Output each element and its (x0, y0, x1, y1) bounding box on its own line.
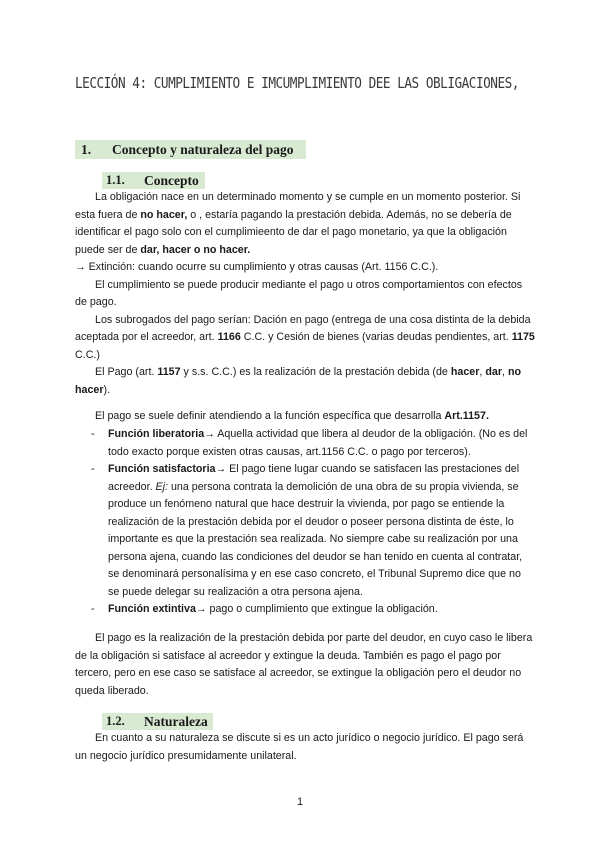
paragraph-extincion: → Extinción: cuando ocurre su cumplimiento y otras causas (Art. 1156 C.C.). (75, 261, 439, 273)
subsection-heading-naturaleza (102, 713, 213, 730)
list-bullet: - (91, 463, 95, 475)
paragraph-definicion: El pago se suele definir atendiendo a la función específica que desarrolla Art.1157. (95, 410, 489, 422)
subsection-number: 1.1. (106, 173, 125, 187)
funciones-list (75, 426, 535, 619)
list-item: - Función satisfactoria→ El pago tiene lugar cuando se satisfacen las prestaciones del acreedor. Ej: una persona contrata la demolición de una obra de su propia vivienda, se produce un fenómeno natural que hace destruir la vivienda, por pago se entiende la realización de la prestación debida por el deudor o poseer persona distinta de éste, lo importante es que la prestación sea realizada. No siempre cabe su realización por una persona ajena, cuando las condiciones del deudor se han tenido en cuenta al contratar, se denominará personalísima y en ese caso concreto, el Tribunal Supremo dice que no se puede delegar su realización a otra persona ajena. (91, 463, 523, 598)
paragraph-resumen: El pago es la realización de la prestación debida por parte del deudor, en cuyo caso le libera de la obligación si satisface al acreedor y extingue la deuda. También es pago el pago por tercero, pero en ese caso se satisface al acreedor, se extingue la obligación pero el deudor no queda liberado. (75, 632, 533, 697)
section-title: Concepto y naturaleza del pago (112, 142, 294, 157)
subsection-heading-concepto (102, 172, 205, 189)
page-number: 1 (296, 796, 304, 808)
subsection-number: 1.2. (106, 714, 125, 728)
paragraph-pago: El Pago (art. 1157 y s.s. C.C.) es la realización de la prestación debida (de hacer, dar, no hacer). (75, 366, 521, 396)
paragraph-naturaleza: En cuanto a su naturaleza se discute si es un acto jurídico o negocio jurídico. El pago será un negocio jurídico presumidamente unilateral. (75, 732, 524, 762)
subsection-title: Naturaleza (144, 714, 208, 729)
paragraph-cumplimiento: El cumplimiento se puede producir mediante el pago u otros comportamientos con efectos de pago. (75, 278, 523, 308)
page-title: LECCIÓN 4: CUMPLIMIENTO E IMCUMPLIMIENTO DEE LAS OBLIGACIONES, (75, 74, 519, 92)
list-item: - Función extintiva→ pago o cumplimiento que extingue la obligación. (75, 601, 535, 619)
list-bullet: - (91, 428, 95, 440)
paragraph-subrogados: Los subrogados del pago serían: Dación en pago (entrega de una cosa distinta de la debida aceptada por el acreedor, art. 1166 C.C. y Cesión de bienes (varias deudas pendientes, art. 1175 C.C.) (75, 313, 535, 361)
subsection-title: Concepto (144, 173, 199, 188)
concepto-body (75, 189, 535, 399)
list-item: - Función liberatoria→ Aquella actividad que libera al deudor de la obligación. (No es del todo exacto porque existen otras causas, art.1156 C.C. o pago por terceros). (91, 428, 528, 458)
paragraph-obligacion: La obligación nace en un determinado momento y se cumple en un momento posterior. Si esta fuera de no hacer, o , estaría pagando la prestación debida. Además, no se debería de identificar el pago solo con el cumplimieento de dar el pago monetario, ya que la obligación puede ser de dar, hacer o no hacer. (75, 191, 521, 256)
section-number: 1. (81, 142, 92, 157)
section-heading-1 (75, 140, 306, 159)
list-bullet: - (91, 603, 95, 615)
